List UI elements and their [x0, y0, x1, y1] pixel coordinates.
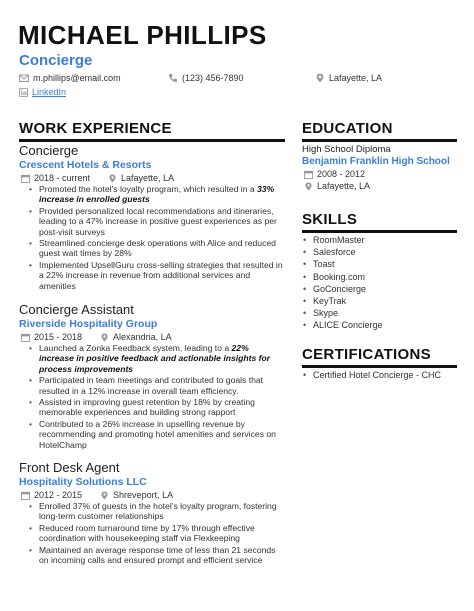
- linkedin-text: LinkedIn: [32, 87, 67, 97]
- list-item: • Streamlined concierge desk operations with Alice and reduced guest wait times by 28%: [27, 238, 285, 259]
- education-location: Lafayette, LA: [317, 181, 371, 191]
- calendar-icon: [21, 174, 30, 183]
- job-2-location: Alexandria, LA: [113, 332, 172, 342]
- linkedin-icon: [19, 88, 28, 97]
- location-pin-icon: [108, 174, 117, 183]
- list-item: • Booking.com: [302, 271, 457, 283]
- email-icon: [19, 73, 29, 83]
- location-contact: [315, 73, 382, 83]
- list-item: • Enrolled 37% of guests in the hotel's loyalty program, fostering long-term customer relationships: [27, 501, 285, 522]
- location-pin-icon: [304, 182, 313, 191]
- job-2-dates: 2015 - 2018: [34, 332, 83, 342]
- list-item: • ALICE Concierge: [302, 319, 457, 331]
- education-dates-row: [304, 169, 365, 179]
- education-dates: 2008 - 2012: [317, 169, 366, 179]
- candidate-name: MICHAEL PHILLIPS: [18, 20, 267, 50]
- work-experience-rule: [19, 139, 285, 142]
- email-contact[interactable]: [19, 73, 121, 83]
- calendar-icon: [304, 170, 313, 179]
- list-item: • GoConcierge: [302, 283, 457, 295]
- list-item: • Skype: [302, 307, 457, 319]
- job-1-dates: 2018 - current: [34, 173, 91, 183]
- location-pin-icon: [100, 491, 109, 500]
- certifications-heading: CERTIFICATIONS: [302, 346, 431, 363]
- work-experience-heading: WORK EXPERIENCE: [19, 120, 172, 137]
- job-3-company: Hospitality Solutions LLC: [19, 476, 147, 488]
- job-1-location: Lafayette, LA: [121, 173, 175, 183]
- job-2-meta: [21, 332, 172, 342]
- skills-list: [302, 234, 457, 332]
- calendar-icon: [21, 333, 30, 342]
- list-item: • Provided personalized local recommendations and itineraries, leading to a 47% increase in positive guest experiences as per post-visit surveys: [27, 206, 285, 237]
- education-heading: EDUCATION: [302, 120, 393, 137]
- certifications-list: [302, 369, 462, 381]
- job-title-headline: Concierge: [19, 52, 93, 69]
- list-item: • RoomMaster: [302, 234, 457, 246]
- job-2-title: Concierge Assistant: [19, 302, 134, 317]
- list-item: • Certified Hotel Concierge - CHC: [302, 369, 462, 381]
- list-item: • Implemented UpsellGuru cross-selling strategies that resulted in a 22% increase in revenue from additional services and amenities: [27, 260, 285, 291]
- job-1-title: Concierge: [19, 143, 79, 158]
- education-degree: High School Diploma: [302, 144, 391, 155]
- job-1-company: Crescent Hotels & Resorts: [19, 159, 152, 171]
- education-location-row: [304, 181, 370, 191]
- skills-heading: SKILLS: [302, 211, 358, 228]
- job-1-meta: [21, 173, 174, 183]
- list-item: • Salesforce: [302, 246, 457, 258]
- list-item: • Maintained an average response time of less than 21 seconds on incoming calls and ensured prompt and efficient service: [27, 545, 285, 566]
- job-3-dates: 2012 - 2015: [34, 490, 83, 500]
- list-item: • Contributed to a 26% increase in upselling revenue by recommending and promoting hotel amenities and services on HotelChamp: [27, 419, 285, 450]
- list-item: • Reduced room turnaround time by 17% through effective coordination with housekeeping staff via Flexkeeping: [27, 523, 285, 544]
- list-item: • Promoted the hotel's loyalty program, which resulted in a 33% increase in enrolled guests: [27, 184, 285, 205]
- job-2-company: Riverside Hospitality Group: [19, 318, 158, 330]
- email-text: m.phillips@email.com: [33, 73, 121, 83]
- phone-contact: [168, 73, 244, 83]
- list-item: • Toast: [302, 258, 457, 270]
- job-1-bullets: [27, 184, 285, 292]
- list-item: • Participated in team meetings and contributed to goals that resulted in a 12% increase in overall team efficiency.: [27, 375, 285, 396]
- job-3-title: Front Desk Agent: [19, 460, 120, 475]
- linkedin-link[interactable]: [19, 87, 66, 97]
- location-text: Lafayette, LA: [329, 73, 383, 83]
- list-item: • Assisted in improving guest retention by 18% by creating memorable experiences and building strong rapport: [27, 397, 285, 418]
- skills-rule: [302, 230, 457, 233]
- job-3-location: Shreveport, LA: [113, 490, 174, 500]
- certifications-rule: [302, 365, 457, 368]
- list-item: • KeyTrak: [302, 295, 457, 307]
- job-3-bullets: [27, 501, 285, 566]
- job-3-meta: [21, 490, 173, 500]
- phone-text: (123) 456-7890: [182, 73, 244, 83]
- education-school: Benjamin Franklin High School: [302, 156, 450, 167]
- list-item: • Launched a Zonka Feedback system, leading to a 22% increase in positive feedback and actionable insights for process improvements: [27, 343, 285, 374]
- location-pin-icon: [100, 333, 109, 342]
- job-2-bullets: [27, 343, 285, 451]
- location-pin-icon: [315, 73, 325, 83]
- education-rule: [302, 139, 457, 142]
- calendar-icon: [21, 491, 30, 500]
- phone-icon: [168, 73, 178, 83]
